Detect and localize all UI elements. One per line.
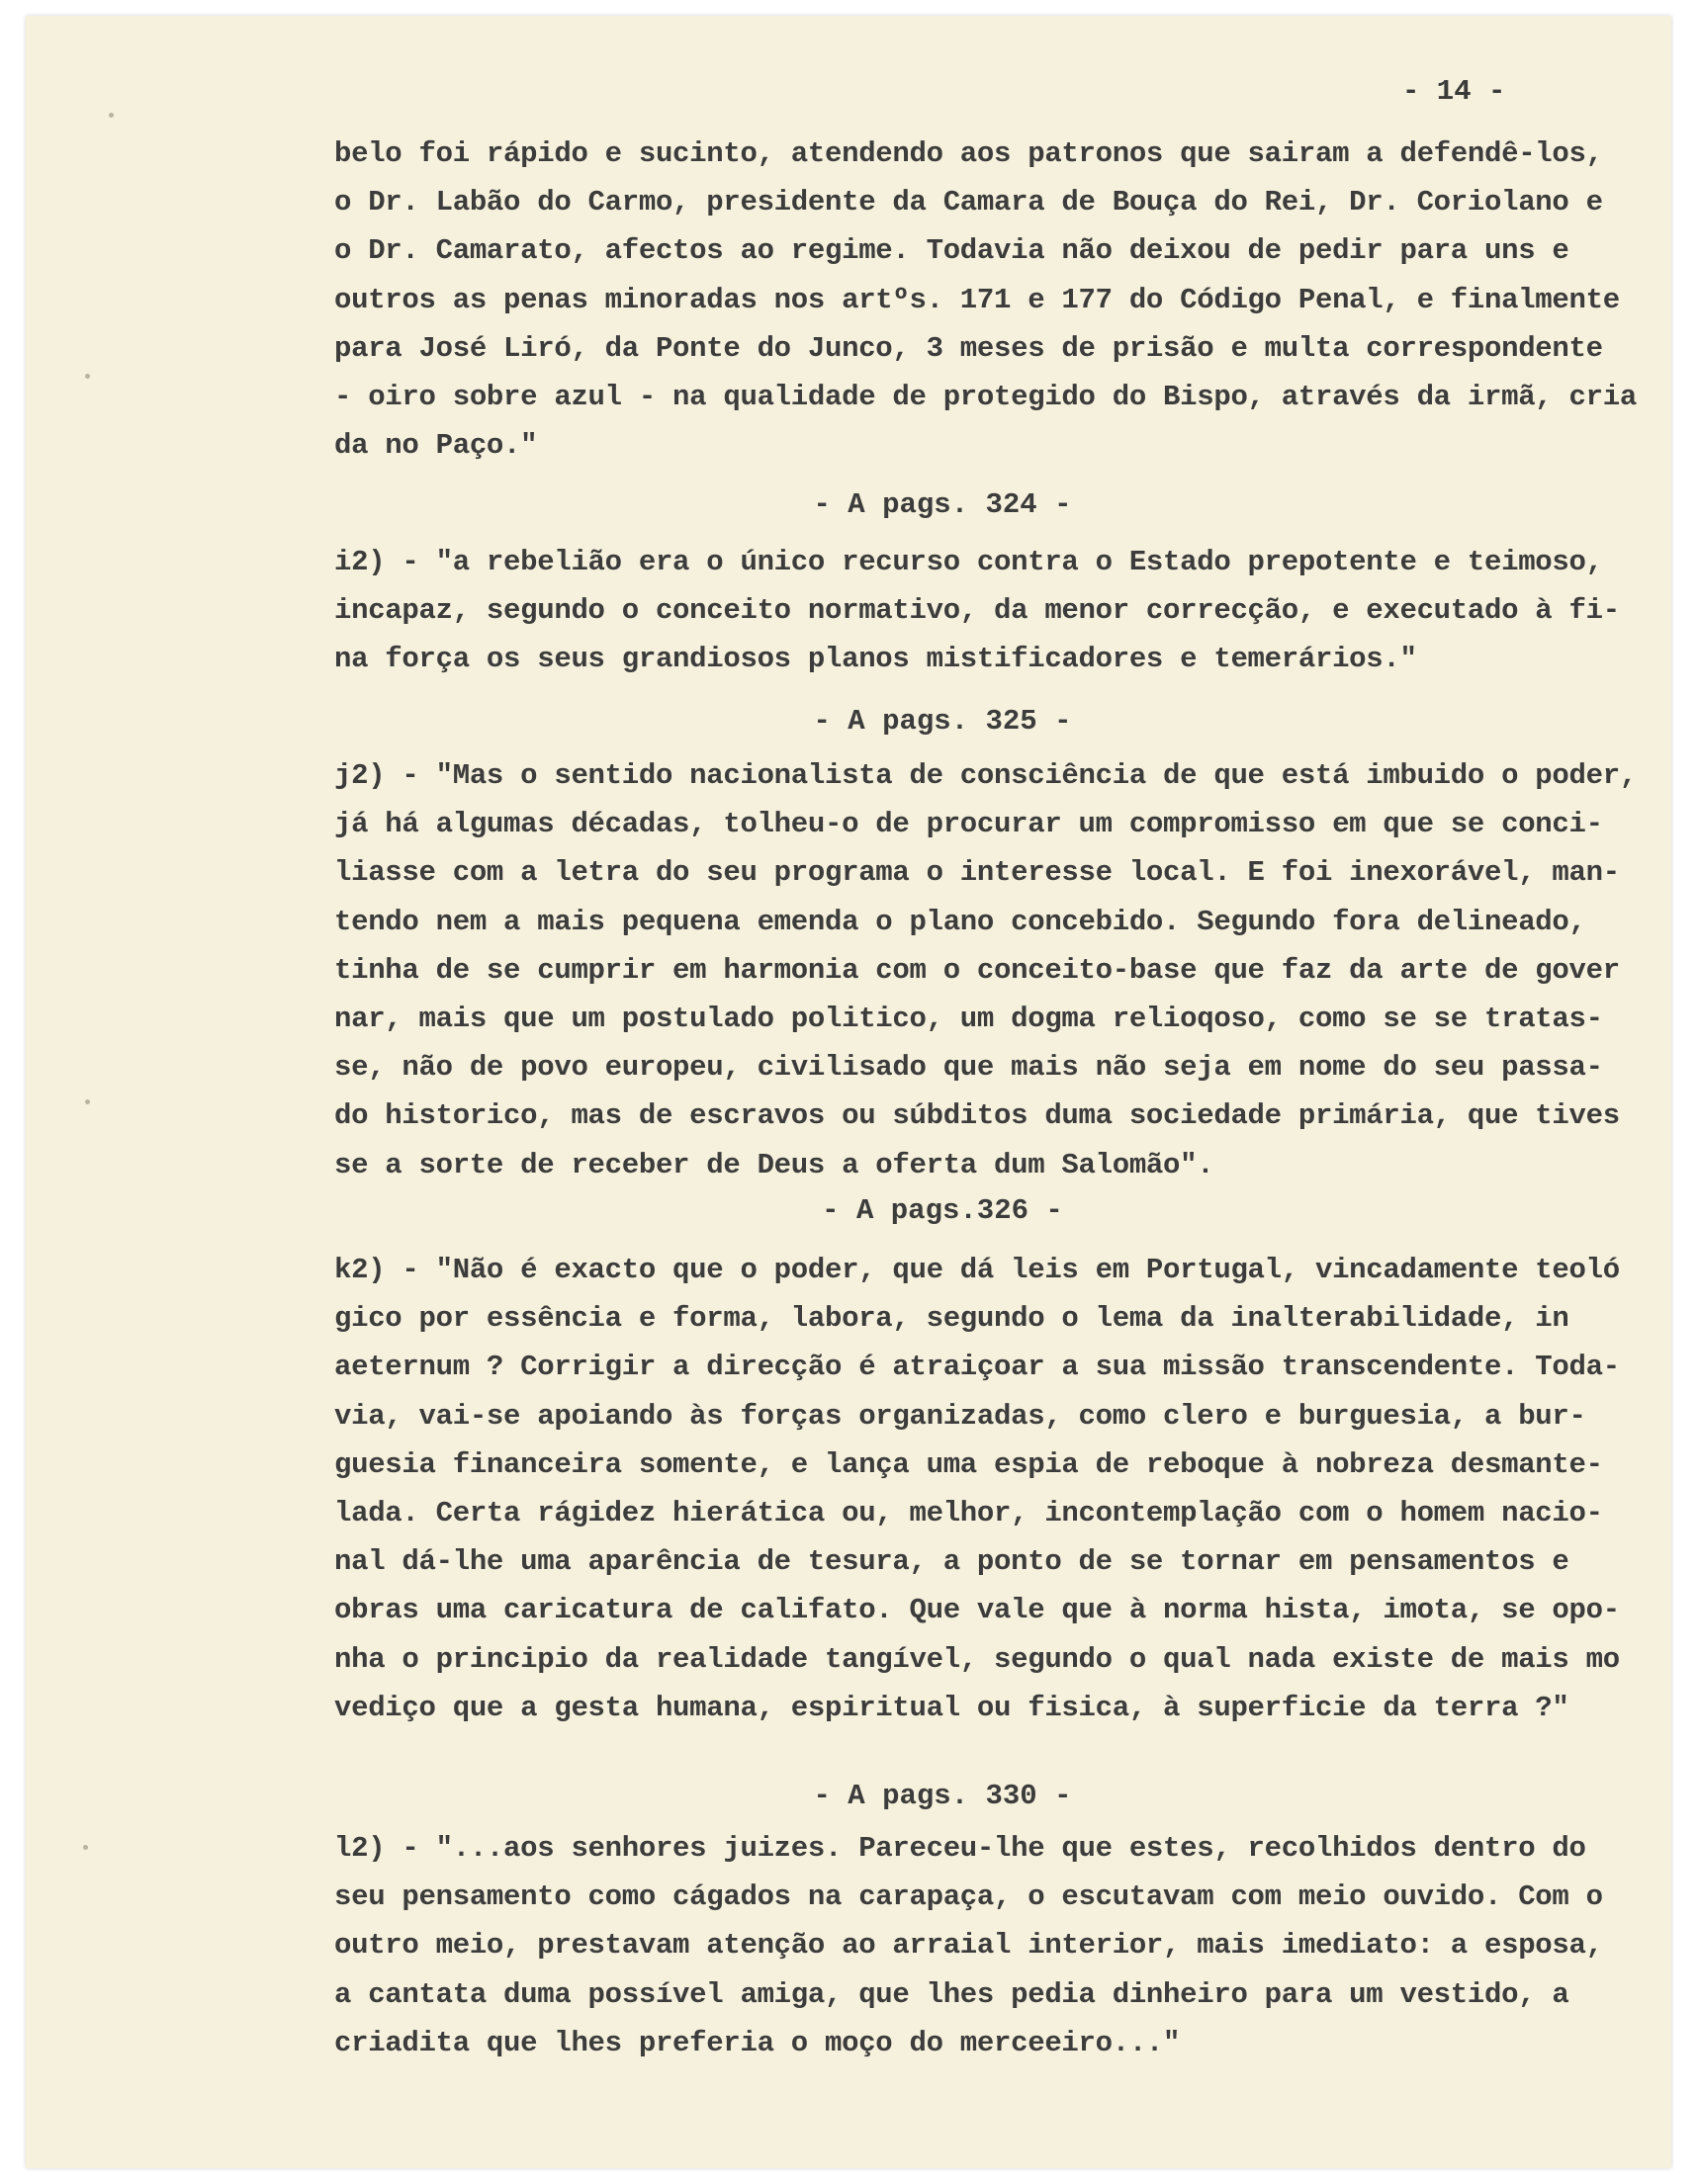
text-line: para José Liró, da Ponte do Junco, 3 meses de prisão e multa correspondente	[334, 331, 1603, 365]
text-line: aeternum ? Corrigir a direcção é atraiçoar a sua missão transcendente. Toda-	[334, 1351, 1620, 1384]
quoted-paragraph	[334, 130, 1637, 470]
page-reference-heading: - A pags.326 -	[822, 1194, 1063, 1227]
text-line: do historico, mas de escravos ou súbditos duma sociedade primária, que tives	[334, 1099, 1620, 1133]
text-line: - oiro sobre azul - na qualidade de protegido do Bispo, através da irmã, cria	[334, 380, 1637, 413]
text-line: nar, mais que um postulado politico, um dogma relioqoso, como se se tratas-	[334, 1002, 1603, 1035]
text-line: incapaz, segundo o conceito normativo, da menor correcção, e executado à fi-	[334, 594, 1620, 628]
text-line: criadita que lhes preferia o moço do merceeiro..."	[334, 2026, 1181, 2059]
paper-mark	[85, 374, 90, 379]
text-line: o Dr. Camarato, afectos ao regime. Todavia não deixou de pedir para uns e	[334, 234, 1569, 268]
typewritten-page	[26, 16, 1671, 2168]
text-line: se, não de povo europeu, civilisado que mais não seja em nome do seu passa-	[334, 1051, 1603, 1085]
text-line: i2) - "a rebelião era o único recurso contra o Estado prepotente e teimoso,	[334, 546, 1603, 578]
quoted-paragraph	[334, 751, 1637, 1189]
paper-mark	[83, 1845, 88, 1850]
text-line: j2) - "Mas o sentido nacionalista de consciência de que está imbuido o poder,	[334, 759, 1637, 792]
text-line: vediço que a gesta humana, espiritual ou fisica, à superficie da terra ?"	[334, 1691, 1569, 1724]
page-reference-heading: - A pags. 325 -	[813, 705, 1072, 738]
quoted-paragraph	[334, 1246, 1620, 1732]
text-line: a cantata duma possível amiga, que lhes pedia dinheiro para um vestido, a	[334, 1977, 1569, 2011]
text-line: gico por essência e forma, labora, segundo o lema da inalterabilidade, in	[334, 1302, 1569, 1336]
paper-mark	[85, 1099, 90, 1104]
text-line: obras uma caricatura de califato. Que vale que à norma hista, imota, se opo-	[334, 1594, 1620, 1627]
page-number: - 14 -	[1402, 75, 1506, 108]
text-line: nha o principio da realidade tangível, segundo o qual nada existe de mais mo	[334, 1642, 1620, 1676]
paper-mark	[109, 113, 114, 118]
text-line: seu pensamento como cágados na carapaça, o escutavam com meio ouvido. Com o	[334, 1880, 1603, 1914]
quoted-paragraph	[334, 538, 1620, 684]
text-line: tinha de se cumprir em harmonia com o conceito-base que faz da arte de gover	[334, 953, 1620, 987]
page-reference-heading: - A pags. 324 -	[813, 488, 1072, 521]
text-line: outros as penas minoradas nos artºs. 171 e 177 do Código Penal, e finalmente	[334, 283, 1620, 316]
text-line: na força os seus grandiosos planos mistificadores e temerários."	[334, 643, 1417, 676]
text-line: lada. Certa rágidez hierática ou, melhor, incontemplação com o homem nacio-	[334, 1496, 1603, 1529]
text-line: l2) - "...aos senhores juizes. Pareceu-lhe que estes, recolhidos dentro do	[334, 1832, 1586, 1865]
text-line: da no Paço."	[334, 429, 538, 463]
text-line: k2) - "Não é exacto que o poder, que dá leis em Portugal, vincadamente teoló	[334, 1254, 1620, 1286]
page-reference-heading: - A pags. 330 -	[813, 1780, 1072, 1812]
text-line: já há algumas décadas, tolheu-o de procurar um compromisso em que se conci-	[334, 808, 1603, 841]
text-line: se a sorte de receber de Deus a oferta dum Salomão".	[334, 1148, 1214, 1181]
text-line: nal dá-lhe uma aparência de tesura, a ponto de se tornar em pensamentos e	[334, 1545, 1569, 1579]
text-line: outro meio, prestavam atenção ao arraial interior, mais imediato: a esposa,	[334, 1929, 1603, 1963]
text-line: liasse com a letra do seu programa o interesse local. E foi inexorável, man-	[334, 856, 1620, 890]
text-line: belo foi rápido e sucinto, atendendo aos patronos que sairam a defendê-los,	[334, 137, 1603, 170]
text-line: via, vai-se apoiando às forças organizadas, como clero e burguesia, a bur-	[334, 1399, 1586, 1433]
text-line: o Dr. Labão do Carmo, presidente da Camara de Bouça do Rei, Dr. Coriolano e	[334, 186, 1603, 219]
quoted-paragraph	[334, 1824, 1603, 2067]
text-line: tendo nem a mais pequena emenda o plano concebido. Segundo fora delineado,	[334, 905, 1586, 938]
text-line: guesia financeira somente, e lança uma espia de reboque à nobreza desmante-	[334, 1447, 1603, 1481]
